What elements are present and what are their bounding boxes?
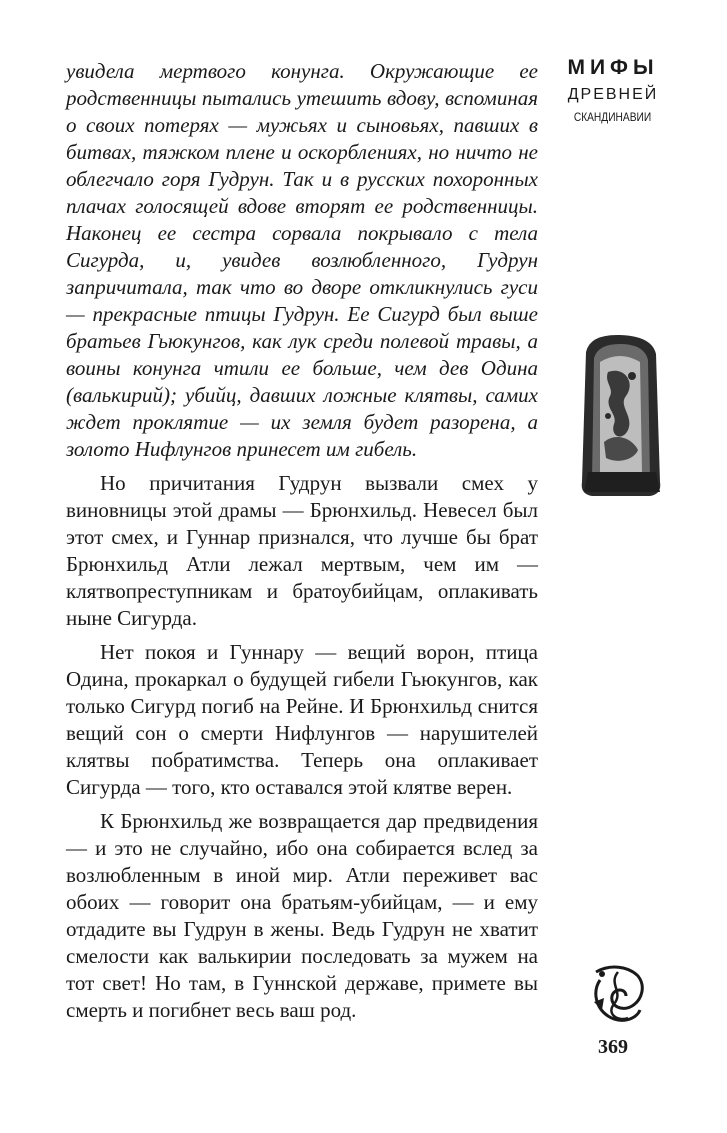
italic-paragraph-block: [66, 58, 538, 463]
page-number: 369: [598, 1036, 628, 1058]
running-head-subtitle-2: СКАНДИНАВИИ: [574, 110, 652, 124]
page-body: [66, 58, 538, 1031]
italic-paragraph: увидела мертвого конунга. Окружающие ее родственницы пытались утешить вдову, вспоминая о своих потерях — мужьях и сыновьях, павших в битвах, тяжком плене и оскорблениях, но ничто не облегчало горя Гудрун. Так и в русских похоронных плачах голосящей вдове вторят ее родственницы. Наконец ее сестра сорвала покрывало с тела Сигурда, и, увидев возлюбленного, Гудрун запричитала, так что во дворе откликнулись гуси — прекрасные птицы Гудрун. Ее Сигурд был выше братьев Гьюкунгов, как лук среди полевой травы, а воины конунга чтили ее больше, чем дев Одина (валькирий); убийц, давших ложные клятвы, самих ждет проклятие — их земля будет разорена, а золото Нифлунгов принесет им гибель.: [66, 59, 538, 461]
body-paragraph-3: К Брюнхильд же возвращается дар предвидения — и это не случайно, ибо она собирается вслед за возлюбленным в иной мир. Атли переживет вас обоих — говорит она братьям-убийцам, — и ему отдадите вы Гудрун в жены. Ведь Гудрун не хватит смелости как валькирии последовать за мужем на тот свет! Но там, в Гуннской державе, примете вы смерть и погибнет весь ваш род.: [66, 809, 538, 1022]
body-paragraph-1: Но причитания Гудрун вызвали смех у виновницы этой драмы — Брюнхильд. Невесел был этот смех, и Гуннар признался, что лучше бы брат Брюнхильд Атли лежал мертвым, чем им — клятвопреступникам и братоубийцам, оплакивать ныне Сигурда.: [66, 471, 538, 630]
knotwork-ornament-icon: [588, 962, 648, 1026]
running-head: [556, 56, 670, 126]
running-head-subtitle: ДРЕВНЕЙ: [567, 86, 659, 103]
runestone-illustration: [574, 332, 668, 502]
running-head-title: МИФЫ: [567, 56, 659, 79]
body-paragraph-2: Нет покоя и Гуннару — вещий ворон, птица Одина, прокаркал о будущей гибели Гьюкунгов, как только Сигурд погиб на Рейне. И Брюнхильд снится вещий сон о смерти Нифлунгов — нарушителей клятвы побратимства. Теперь она оплакивает Сигурда — того, кто оставался этой клятве верен.: [66, 640, 538, 799]
